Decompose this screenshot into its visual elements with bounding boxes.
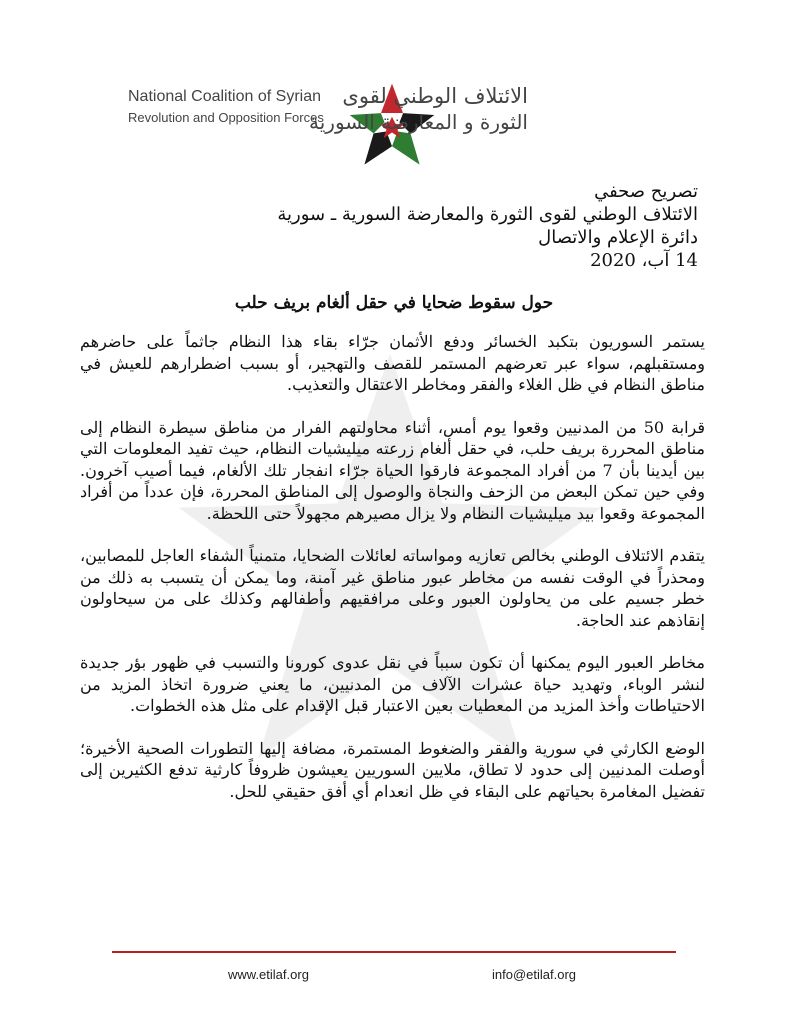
statement-title: حول سقوط ضحايا في حقل ألغام بريف حلب (234, 293, 554, 313)
footer-rule (112, 951, 676, 953)
statement-body (80, 331, 705, 823)
document-date: 14 آب، 2020 (590, 250, 698, 271)
org-name-english (128, 88, 324, 125)
org-name-english-line1: National Coalition of Syrian (128, 88, 321, 105)
org-name-english-line2: Revolution and Opposition Forces (128, 110, 324, 125)
letterhead (0, 40, 788, 150)
paragraph: الوضع الكارثي في سورية والفقر والضغوط المستمرة، مضافة إليها التطورات الصحية الأخيرة؛ أوصلت المدنيين إلى حدود لا تطاق، ملايين السوريين يعيشون ظروفاً كارثية تدفع الكثيرين إلى تفضيل المغامرة بحياتهم على البقاء في ظل انعدام أي أفق حقيقي للحل. (80, 738, 705, 801)
footer-email: info@etilaf.org (492, 967, 577, 982)
paragraph: قرابة 50 من المدنيين وقعوا يوم أمس، أثناء محاولتهم الفرار من مناطق سيطرة النظام إلى مناطق المحررة بريف حلب، في حقل ألغام زرعته ميليشيات النظام، حيث تفيد المعلومات التي بين أيدينا بأن 7 من أفراد المجموعة فارقوا الحياة جرّاء انفجار تلك الألغام، فيما أصيب آخرون. وفي حين تمكن البعض من الزحف والنجاة والوصول إلى المناطق المحررة، فإن عدداً من أفراد المجموعة وقعوا بيد ميليشيات النظام ولا يزال مصيرهم مجهولاً حتى اللحظة. (80, 417, 705, 523)
org-name-arabic-line2: الثورة و المعارضة السورية (309, 110, 528, 134)
document-type: تصريح صحفي (594, 181, 698, 202)
issuer: الائتلاف الوطني لقوى الثورة والمعارضة السورية ـ سورية (277, 204, 698, 225)
org-name-arabic-line1: الائتلاف الوطني لقوى (342, 84, 528, 108)
paragraph: يستمر السوريون بتكبد الخسائر ودفع الأثمان جرّاء بقاء هذا النظام جاثماً على حاضرهم ومستقبلهم، سواء عبر تعرضهم المستمر للقصف والتهجير، أو بسبب اضطرارهم للعيش في مناطق النظام في ظل الغلاء والفقر ومخاطر الاعتقال والتعذيب. (80, 332, 705, 394)
org-name-arabic (309, 84, 528, 134)
footer-website: www.etilaf.org (228, 967, 309, 982)
paragraph: يتقدم الائتلاف الوطني بخالص تعازيه ومواساته لعائلات الضحايا، متمنياً الشفاء العاجل للمصابين، ومحذراً في الوقت نفسه من مخاطر عبور مناطق غير آمنة، وما يمكن أن يتسبب به ذلك من خطر جسيم على من يحاولون العبور وعلى مرافقيهم وأطفالهم وكذلك على من سيحاولون إنقاذهم عند الحاجة. (80, 546, 705, 630)
document-meta (277, 180, 698, 272)
department: دائرة الإعلام والاتصال (538, 227, 698, 248)
paragraph: مخاطر العبور اليوم يمكنها أن تكون سبباً في نقل عدوى كورونا والتسبب في ظهور بؤر جديدة لنشر الوباء، وتهديد حياة عشرات الآلاف من المدنيين، ما يعني ضرورة اتخاذ المزيد من الاحتياطات وأخذ المزيد من المعطيات بعين الاعتبار قبل الإقدام على مثل هذه الخطوات. (80, 653, 705, 715)
